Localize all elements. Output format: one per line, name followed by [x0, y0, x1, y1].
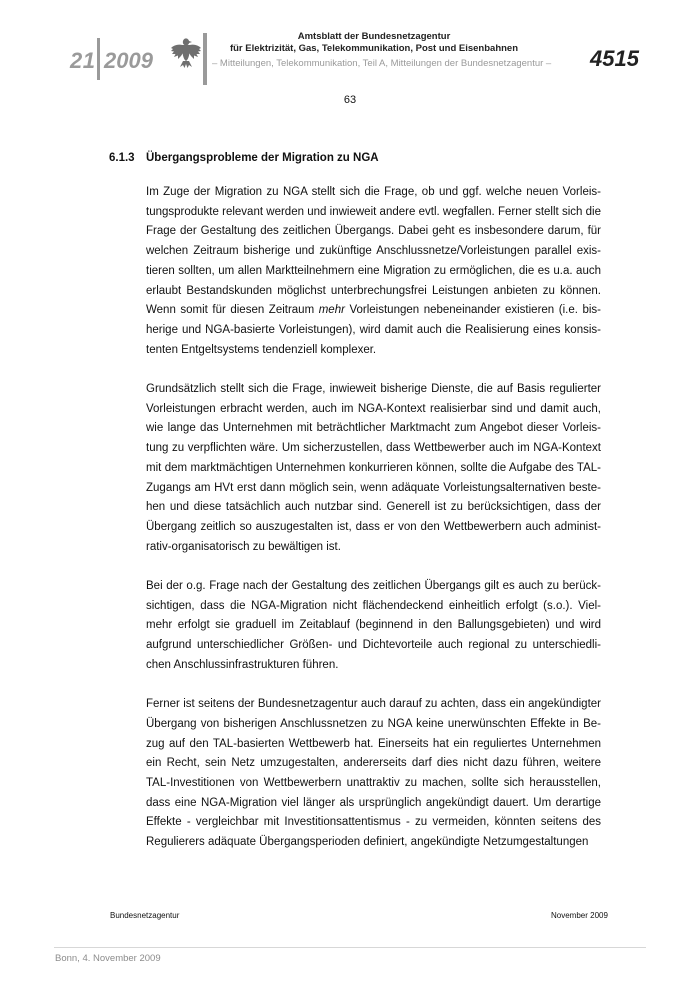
- paragraph-1-emphasis: mehr: [318, 304, 345, 317]
- bottom-divider: [54, 947, 646, 948]
- federal-eagle-icon: [170, 33, 202, 69]
- section-number: 6.1.3: [109, 152, 135, 164]
- gazette-title-line2: für Elektrizität, Gas, Telekommunikation, Post und Eisenbahnen: [229, 42, 519, 54]
- gazette-title-line1: Amtsblatt der Bundesnetzagentur: [297, 31, 451, 42]
- body-text: [146, 183, 601, 873]
- section-heading: [109, 152, 379, 164]
- paragraph-1: [146, 183, 601, 360]
- footer-date: November 2009: [551, 911, 608, 920]
- paragraph-1-part-1: Im Zuge der Migration zu NGA stellt sich die Frage, ob und ggf. welche neuen Vorleistungsprodukte relevant werden und inwieweit andere evtl. wegfallen. Ferner stellt sich die Frage der Gestaltung des zeitlichen Übergangs. Dabei geht es insbesondere darum, für welchen Zeitraum bisherige und zukünftige Anschlussnetze/Vorleistungen parallel existieren sollten, um allen Marktteilnehmern eine Migration zu ermöglichen, die es u.a. auch erlaubt Bestandskunden möglichst unterbrechungsfrei Leistungen anbieten zu können. Wenn somit für diesen Zeitraum: [146, 186, 601, 317]
- footer-publisher: Bundesnetzagentur: [110, 911, 180, 920]
- issue-number: [70, 48, 95, 74]
- issue-number-text: 21: [70, 48, 96, 73]
- paragraph-3: Bei der o.g. Frage nach der Gestaltung des zeitlichen Übergangs gilt es auch zu berücksichtigen, dass die NGA-Migration nicht flächendeckend einheitlich erfolgt (s.o.). Vielmehr erfolgt sie graduell im Zeitablauf (beginnend in den Ballungsgebieten) und wird aufgrund unterschiedlicher Größen- und Dichtevorteile auch regional zu unterschiedlichen Anschlussinfrastrukturen führen.: [146, 580, 601, 671]
- publication-date: Bonn, 4. November 2009: [55, 953, 161, 964]
- paragraph-1-part-2: Vorleistungen nebeneinander existieren (i.e. bisherige und NGA-basierte Vorleistungen), wird damit auch die Realisierung eines konsistenten Entgeltsystems tendenziell komplexer.: [146, 304, 602, 356]
- gazette-title: [214, 31, 534, 54]
- paragraph-4: Ferner ist seitens der Bundesnetzagentur auch darauf zu achten, dass ein angekündigter Übergang von bisherigen Anschlussnetzen zu NGA keine unerwünschten Effekte in Bezug auf den TAL-basierten Wettbewerb hat. Einerseits hat ein reguliertes Unternehmen ein Recht, sein Netz umzugestalten, andererseits darf dies nicht dazu führen, weitere TAL-Investitionen von Wettbewerbern unattraktiv zu machen, sollte sich herausstellen, dass eine NGA-Migration viel länger als ursprünglich angekündigt dauert. Um derartige Effekte - vergleichbar mit Investitionsattentismus - zu vermeiden, könnten seitens des Regulierers adäquate Übergangsperioden definiert, angekündigte Netzumgestaltungen: [146, 698, 601, 849]
- paragraph-2: Grundsätzlich stellt sich die Frage, inwieweit bisherige Dienste, die auf Basis regulierter Vorleistungen erbracht werden, auch im NGA-Kontext realisierbar sind und damit auch, wie lange das Unternehmen mit beträchtlicher Marktmacht zum Angebot dieser Vorleistung zu verpflichten wäre. Um sicherzustellen, dass Wettbewerber auch im NGA-Kontext mit dem marktmächtigen Unternehmen konkurrieren können, sollte die Aufgabe des TAL-Zugangs am HVt erst dann möglich sein, wenn adäquate Vorleistungsalternativen bestehen und diese tatsächlich auch nutzbar sind. Generell ist zu berücksichtigen, dass der Übergang zeitlich so auszugestalten ist, dass er von den Wettbewerbern auch administrativ-organisatorisch zu bewältigen ist.: [146, 383, 601, 553]
- header-divider: [97, 38, 100, 80]
- header-divider-bold: [203, 33, 207, 85]
- gazette-page-number: 4515: [590, 46, 639, 71]
- gazette-subtitle: – Mitteilungen, Telekommunikation, Teil A, Mitteilungen der Bundesnetzagentur –: [212, 58, 552, 69]
- issue-year: 2009: [104, 48, 153, 73]
- document-page-number: 63: [343, 94, 357, 106]
- section-title: Übergangsprobleme der Migration zu NGA: [146, 152, 379, 164]
